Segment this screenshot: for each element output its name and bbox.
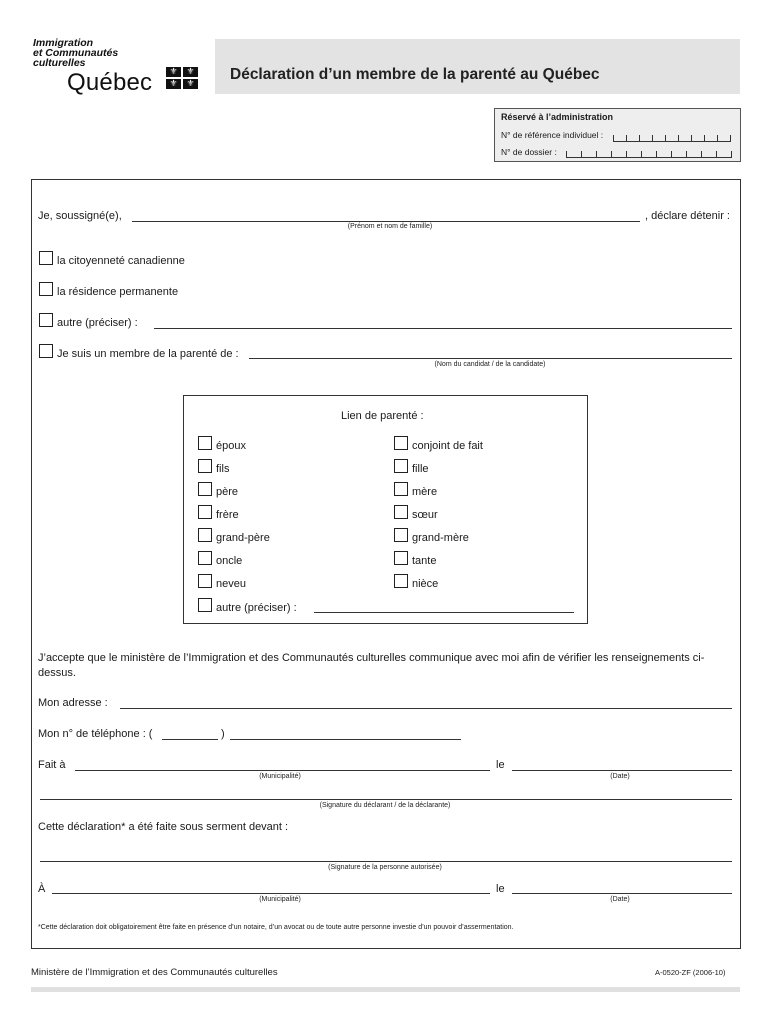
relation-niece: nièce [412,578,439,590]
checkbox-fille[interactable] [394,459,408,473]
at-date-field[interactable] [512,893,732,894]
authorized-signature-caption: (Signature de la personne autorisée) [328,864,442,871]
ref-number-field[interactable] [613,135,731,142]
date-caption-1: (Date) [610,773,630,780]
declarant-signature-field[interactable] [40,799,732,800]
checkbox-grand-mere[interactable] [394,528,408,542]
oath-label: Cette déclaration* a été faite sous serment devant : [38,821,289,833]
declarant-signature-caption: (Signature du déclarant / de la déclarante) [319,802,451,809]
checkbox-tante[interactable] [394,551,408,565]
relation-frere: frère [216,509,239,521]
status-other-field[interactable] [154,328,732,329]
admin-reserved-box [494,108,741,162]
footer-bar [31,987,740,992]
made-at-municipality-field[interactable] [75,770,490,771]
checkbox-oncle[interactable] [198,551,212,565]
phone-label: Mon n° de téléphone : ( [38,728,153,740]
checkbox-neveu[interactable] [198,574,212,588]
checkbox-status-other[interactable] [39,313,53,327]
status-label-citizenship: la citoyenneté canadienne [57,255,185,267]
relation-mere: mère [412,486,438,498]
phone-label-close: ) [221,728,225,740]
declarant-name-field[interactable] [132,221,640,222]
relation-fille: fille [412,463,429,475]
at-municipality-field[interactable] [52,893,490,894]
relation-other-label: autre (préciser) : [216,602,297,614]
logo-text-communautes: et Communautés [33,47,119,59]
quebec-flag-icon: ⚜ ⚜ ⚜ ⚜ [166,67,198,89]
relation-grand-mere: grand-mère [412,532,469,544]
checkbox-citizenship[interactable] [39,251,53,265]
candidate-name-field[interactable] [249,358,732,359]
relation-grand-pere: grand-père [216,532,270,544]
made-at-label: Fait à [38,759,66,771]
relation-conjoint-de-fait: conjoint de fait [412,440,483,452]
checkbox-epoux[interactable] [198,436,212,450]
municipality-caption-1: (Municipalité) [259,773,301,780]
authorized-signature-field[interactable] [40,861,732,862]
intro-prefix: Je, soussigné(e), [38,210,122,222]
candidate-caption: (Nom du candidat / de la candidate) [434,361,546,368]
relation-neveu: neveu [216,578,246,590]
footer-ministry: Ministère de l’Immigration et des Communautés culturelles [31,967,278,978]
logo-text-culturelles: culturelles [33,57,86,69]
date-caption-2: (Date) [610,896,630,903]
checkbox-niece[interactable] [394,574,408,588]
at-label: À [38,883,46,895]
logo-quebec: Québec [67,69,153,96]
file-number-field[interactable] [566,151,732,158]
relationship-title: Lien de parenté : [341,410,424,422]
address-field[interactable] [120,708,732,709]
file-number-label: N° de dossier : [501,147,557,157]
intro-suffix: , déclare détenir : [645,210,730,222]
status-label-other: autre (préciser) : [57,317,138,329]
at-date-label: le [496,883,505,895]
footnote: *Cette déclaration doit obligatoirement être faite en présence d’un notaire, d’un avocat ou de toute autre personne investie d’un pouvoir d’assermentation. [38,924,514,931]
admin-heading: Réservé à l’administration [501,112,614,122]
phone-number-field[interactable] [230,739,461,740]
relation-oncle: oncle [216,555,243,567]
footer-form-code: A-0520-ZF (2006-10) [655,968,726,977]
relation-epoux: époux [216,440,246,452]
status-label-permanent-residence: la résidence permanente [57,286,179,298]
checkbox-grand-pere[interactable] [198,528,212,542]
page-title: Déclaration d’un membre de la parenté au Québec [230,66,600,83]
family-member-label: Je suis un membre de la parenté de : [57,348,239,360]
checkbox-conjoint-de-fait[interactable] [394,436,408,450]
name-caption: (Prénom et nom de famille) [347,223,433,230]
relation-other-field[interactable] [314,612,574,613]
ref-number-label: N° de référence individuel : [501,130,604,140]
checkbox-frere[interactable] [198,505,212,519]
checkbox-family-member[interactable] [39,344,53,358]
checkbox-relation-other[interactable] [198,598,212,612]
checkbox-mere[interactable] [394,482,408,496]
municipality-caption-2: (Municipalité) [259,896,301,903]
relation-soeur: sœur [412,509,438,521]
phone-area-code-field[interactable] [162,739,218,740]
relation-fils: fils [216,463,230,475]
logo-text-immigration: Immigration [33,37,94,49]
checkbox-permanent-residence[interactable] [39,282,53,296]
address-label: Mon adresse : [38,697,108,709]
consent-text: J’accepte que le ministère de l’Immigration et des Communautés culturelles communique avec moi afin de vérifier les renseignements ci-dessus. [38,652,705,679]
made-at-date-label: le [496,759,505,771]
checkbox-pere[interactable] [198,482,212,496]
checkbox-fils[interactable] [198,459,212,473]
relation-tante: tante [412,555,437,567]
checkbox-soeur[interactable] [394,505,408,519]
made-at-date-field[interactable] [512,770,732,771]
relation-pere: père [216,486,239,498]
